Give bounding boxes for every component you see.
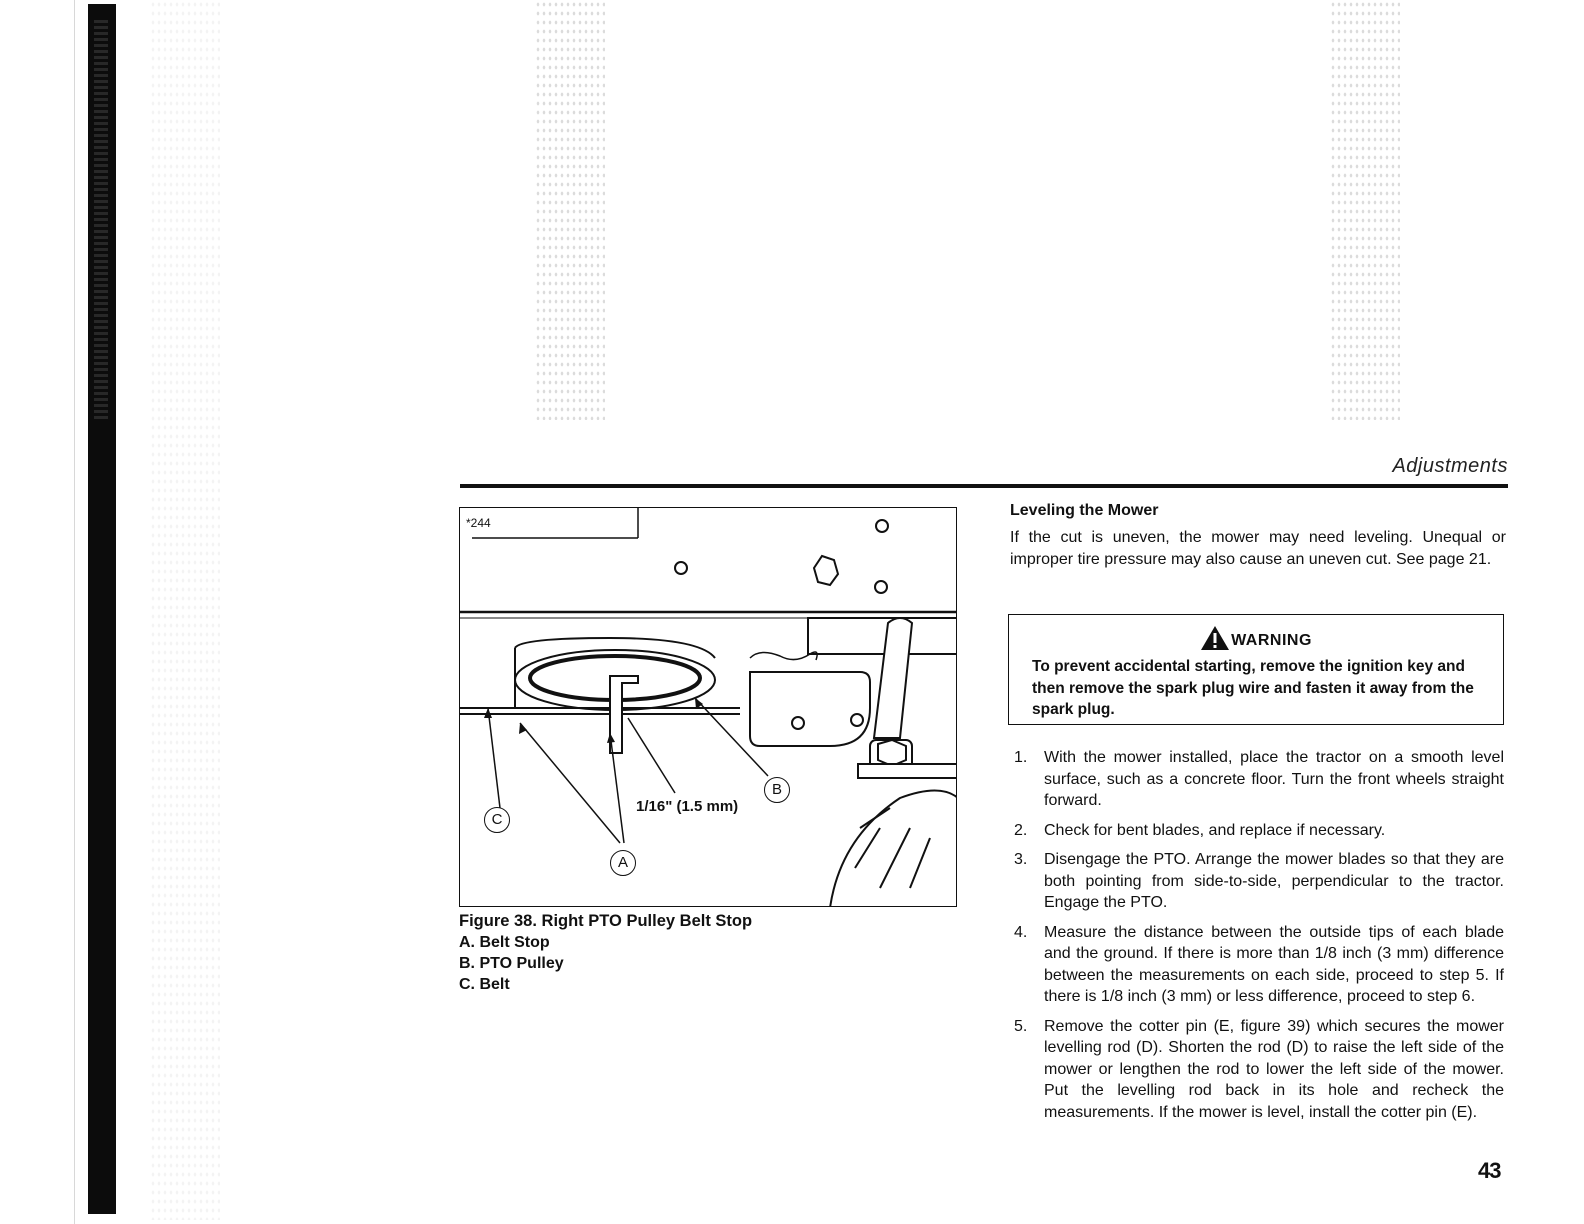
- step-number: 1.: [1014, 749, 1028, 766]
- legend-item: A. Belt Stop: [459, 934, 550, 951]
- figure-caption: [459, 911, 752, 995]
- callout-a: A: [610, 850, 636, 876]
- warning-text: To prevent accidental starting, remove the ignition key and then remove the spark plug wire and fasten it away from the spark plug.: [1032, 658, 1474, 718]
- pto-pulley-illustration: [460, 508, 957, 907]
- step-number: 4.: [1014, 923, 1028, 941]
- step-number: 2.: [1014, 821, 1028, 839]
- section-heading: Leveling the Mower: [1010, 502, 1159, 519]
- figure-38: [459, 507, 957, 907]
- leveling-section: [1010, 502, 1506, 570]
- warning-title: [1009, 625, 1503, 651]
- step-item: [1014, 820, 1504, 842]
- legend-item: C. Belt: [459, 976, 510, 993]
- leveling-steps: [1014, 747, 1504, 1131]
- page-number: 43: [1478, 1158, 1501, 1183]
- step-text: Measure the distance between the outside tips of each blade and the ground. If there is more than 1/8 inch (3 mm) difference between the measurements on each side, proceed to step 5. If there is 1/8 inch (3 mm) or less difference, proceed to step 6.: [1044, 923, 1504, 1005]
- step-item: [1014, 747, 1504, 812]
- warning-box: [1008, 614, 1504, 725]
- step-item: [1014, 922, 1504, 1008]
- step-number: 3.: [1014, 851, 1028, 868]
- step-item: [1014, 1016, 1504, 1124]
- warning-title-text: WARNING: [1231, 632, 1312, 649]
- binding-edge: [74, 0, 75, 1224]
- figure-id-label: *244: [466, 516, 491, 530]
- legend-item: B. PTO Pulley: [459, 955, 564, 972]
- step-number: 5.: [1014, 1017, 1028, 1035]
- step-text: Remove the cotter pin (E, figure 39) which secures the mower levelling rod (D). Shorten the rod (D) to raise the left side of the mower or lengthen the rod to lower the left side of the mower. Put the levelling rod back in its hole and recheck the measurements. If the mower is level, install the cotter pin (E).: [1044, 1017, 1504, 1121]
- step-text: Check for bent blades, and replace if necessary.: [1044, 821, 1386, 839]
- step-item: [1014, 849, 1504, 914]
- section-header: Adjustments: [1392, 455, 1508, 477]
- step-text: Disengage the PTO. Arrange the mower blades so that they are both pointing from side-to-side, perpendicular to the tractor. Engage the PTO.: [1044, 851, 1504, 911]
- callout-b: B: [764, 777, 790, 803]
- section-intro: If the cut is uneven, the mower may need leveling. Unequal or improper tire pressure may also cause an uneven cut. See page 21.: [1010, 529, 1506, 568]
- scan-noise: [535, 0, 605, 420]
- dimension-label: 1/16" (1.5 mm): [636, 798, 739, 815]
- caption-title: Figure 38. Right PTO Pulley Belt Stop: [459, 912, 753, 930]
- step-text: With the mower installed, place the tractor on a smooth level surface, such as a concrete floor. Turn the front wheels straight forward.: [1044, 749, 1504, 809]
- callout-c: C: [484, 807, 510, 833]
- warning-triangle-icon: [1200, 625, 1230, 651]
- binding-texture: [94, 20, 108, 420]
- scan-noise: [150, 0, 220, 1220]
- scan-noise: [1330, 0, 1400, 420]
- header-rule: [460, 484, 1508, 488]
